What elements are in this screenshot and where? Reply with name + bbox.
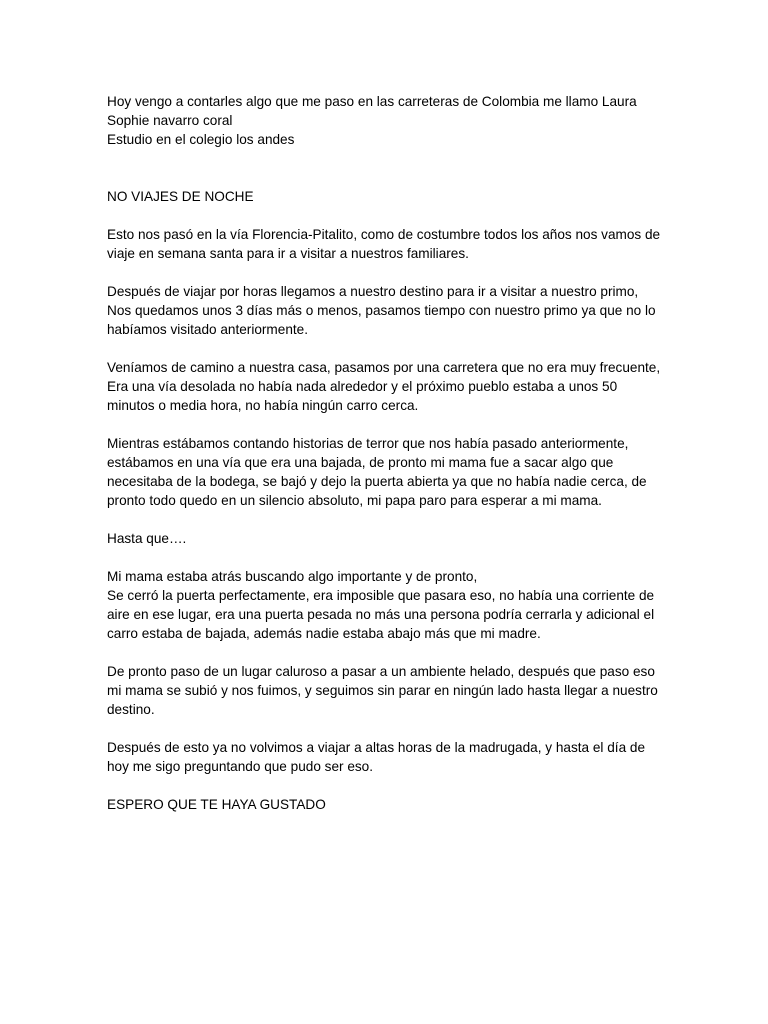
closing-block (107, 795, 667, 814)
paragraph-line: Se cerró la puerta perfectamente, era imposible que pasara eso, no había una corriente de (107, 588, 655, 603)
paragraph-line: estábamos en una vía que era una bajada, de pronto mi mama fue a sacar algo que (107, 455, 614, 470)
story-title: NO VIAJES DE NOCHE (107, 189, 254, 204)
paragraph-4 (107, 434, 667, 510)
paragraph-2 (107, 282, 667, 339)
paragraph-line: Mi mama estaba atrás buscando algo importante y de pronto, (107, 569, 478, 584)
paragraph-line: Era una vía desolada no había nada alrededor y el próximo pueblo estaba a unos 50 (107, 379, 618, 394)
paragraph-line: Hasta que…. (107, 531, 187, 546)
paragraph-line: mi mama se subió y nos fuimos, y seguimos sin parar en ningún lado hasta llegar a nuestro (107, 683, 658, 698)
paragraph-line: De pronto paso de un lugar caluroso a pasar a un ambiente helado, después que paso eso (107, 664, 655, 679)
paragraph-7 (107, 662, 667, 719)
paragraph-3 (107, 358, 667, 415)
intro-line: Estudio en el colegio los andes (107, 132, 295, 147)
paragraph-line: viaje en semana santa para ir a visitar a nuestros familiares. (107, 246, 469, 261)
paragraph-line: habíamos visitado anteriormente. (107, 322, 308, 337)
paragraph-1 (107, 225, 667, 263)
paragraph-line: pronto todo quedo en un silencio absoluto, mi papa paro para esperar a mi mama. (107, 493, 602, 508)
paragraph-line: Mientras estábamos contando historias de terror que nos había pasado anteriormente, (107, 436, 629, 451)
intro-line: Hoy vengo a contarles algo que me paso en las carreteras de Colombia me llamo Laura (107, 94, 637, 109)
blank-line (107, 168, 667, 187)
story-title-block (107, 187, 667, 206)
paragraph-6 (107, 567, 667, 643)
paragraph-line: destino. (107, 702, 155, 717)
paragraph-line: necesitaba de la bodega, se bajó y dejo la puerta abierta ya que no había nadie cerca, de (107, 474, 647, 489)
paragraph-line: minutos o media hora, no había ningún carro cerca. (107, 398, 419, 413)
paragraph-line: aire en ese lugar, era una puerta pesada no más una persona podría cerrarla y adicional el (107, 607, 655, 622)
paragraph-line: Después de viajar por horas llegamos a nuestro destino para ir a visitar a nuestro primo, (107, 284, 639, 299)
document-page (107, 92, 667, 833)
intro-line: Sophie navarro coral (107, 113, 233, 128)
intro-block (107, 92, 667, 149)
paragraph-line: carro estaba de bajada, además nadie estaba abajo más que mi madre. (107, 626, 541, 641)
paragraph-line: Nos quedamos unos 3 días más o menos, pasamos tiempo con nuestro primo ya que no lo (107, 303, 656, 318)
paragraph-line: Esto nos pasó en la vía Florencia-Pitalito, como de costumbre todos los años nos vamos de (107, 227, 661, 242)
paragraph-8 (107, 738, 667, 776)
paragraph-line: hoy me sigo preguntando que pudo ser eso. (107, 759, 374, 774)
paragraph-line: Después de esto ya no volvimos a viajar a altas horas de la madrugada, y hasta el día de (107, 740, 646, 755)
paragraph-5 (107, 529, 667, 548)
paragraph-line: Veníamos de camino a nuestra casa, pasamos por una carretera que no era muy frecuente, (107, 360, 661, 375)
closing-line: ESPERO QUE TE HAYA GUSTADO (107, 797, 326, 812)
